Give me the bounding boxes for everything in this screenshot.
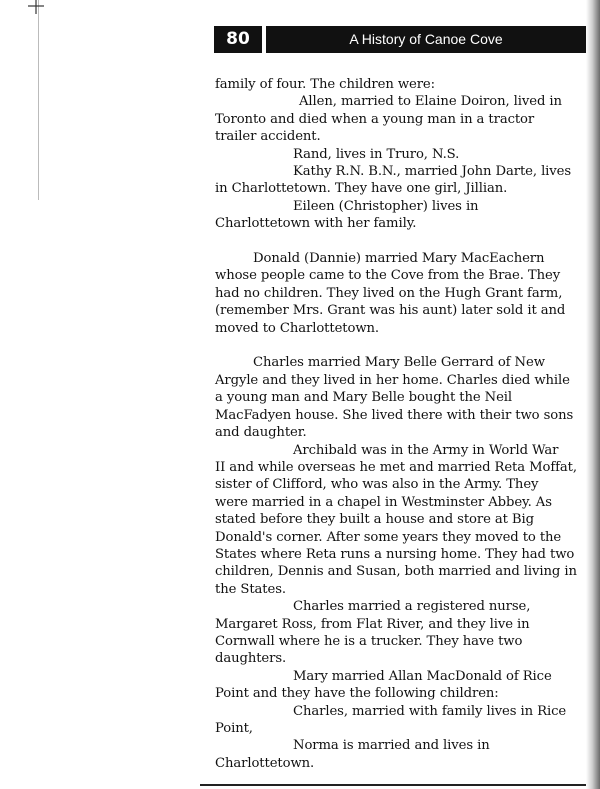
text-line: Point, bbox=[215, 721, 253, 736]
text-line: stated before they built a house and store at Big bbox=[215, 512, 534, 528]
text-line: whose people came to the Cove from the Brae. They bbox=[215, 268, 561, 284]
text-line: in Charlottetown. They have one girl, Jillian. bbox=[215, 181, 508, 197]
paragraph-break bbox=[215, 233, 583, 250]
text-line: Donald (Dannie) married Mary MacEachern bbox=[253, 251, 545, 267]
text-line: Archibald was in the Army in World War bbox=[293, 442, 559, 458]
text-line: Rand, lives in Truro, N.S. bbox=[293, 146, 460, 162]
scan-edge-shadow bbox=[586, 0, 600, 789]
text-line: a young man and Mary Belle bought the Neil bbox=[215, 390, 513, 406]
pen-mark-icon bbox=[26, 0, 46, 14]
text-line: Charles married Mary Belle Gerrard of New bbox=[253, 355, 545, 371]
text-line: Mary married Allan MacDonald of Rice bbox=[293, 668, 552, 684]
text-line: Eileen (Christopher) lives in bbox=[293, 198, 479, 214]
text-line: States where Reta runs a nursing home. They had two bbox=[215, 546, 575, 562]
running-title: A History of Canoe Cove bbox=[266, 26, 586, 53]
text-line: Charlottetown with her family. bbox=[215, 216, 417, 232]
text-line: Argyle and they lived in her home. Charles died while bbox=[215, 372, 570, 388]
text-line: and daughter. bbox=[215, 425, 307, 441]
text-line: had no children. They lived on the Hugh Grant farm, bbox=[215, 285, 563, 301]
text-line: trailer accident. bbox=[215, 129, 321, 145]
body-text bbox=[215, 76, 583, 772]
text-line: Charles, married with family lives in Rice bbox=[293, 703, 567, 719]
paragraph-break bbox=[215, 337, 583, 354]
text-line: Toronto and died when a young man in a tractor bbox=[215, 111, 535, 127]
text-line: (remember Mrs. Grant was his aunt) later sold it and bbox=[215, 303, 566, 319]
text-line: Donald's corner. After some years they moved to the bbox=[215, 529, 562, 545]
text-line: Kathy R.N. B.N., married John Darte, lives bbox=[293, 164, 572, 180]
footer-rule bbox=[200, 784, 586, 786]
text-line: II and while overseas he met and married Reta Moffat, bbox=[215, 459, 577, 475]
text-line: family of four. The children were: bbox=[215, 77, 435, 92]
text-line: Allen, married to Elaine Doiron, lived in bbox=[299, 94, 562, 110]
text-line: MacFadyen house. She lived there with their two sons bbox=[215, 407, 574, 423]
text-line: Cornwall where he is a trucker. They have two bbox=[215, 633, 523, 649]
text-line: Margaret Ross, from Flat River, and they live in bbox=[215, 616, 530, 632]
text-line: the States. bbox=[215, 581, 286, 597]
text-line: daughters. bbox=[215, 651, 287, 667]
text-line: moved to Charlottetown. bbox=[215, 320, 379, 336]
text-line: Charlottetown. bbox=[215, 755, 315, 771]
text-line: children, Dennis and Susan, both married and living in bbox=[215, 564, 577, 580]
binding-mark bbox=[38, 0, 39, 200]
text-line: Charles married a registered nurse, bbox=[293, 599, 531, 615]
page-number: 80 bbox=[214, 26, 262, 53]
text-line: sister of Clifford, who was also in the Army. They bbox=[215, 477, 539, 493]
text-line: Norma is married and lives in bbox=[293, 738, 490, 754]
text-line: Point and they have the following children: bbox=[215, 686, 499, 702]
text-line: were married in a chapel in Westminster Abbey. As bbox=[215, 494, 552, 510]
